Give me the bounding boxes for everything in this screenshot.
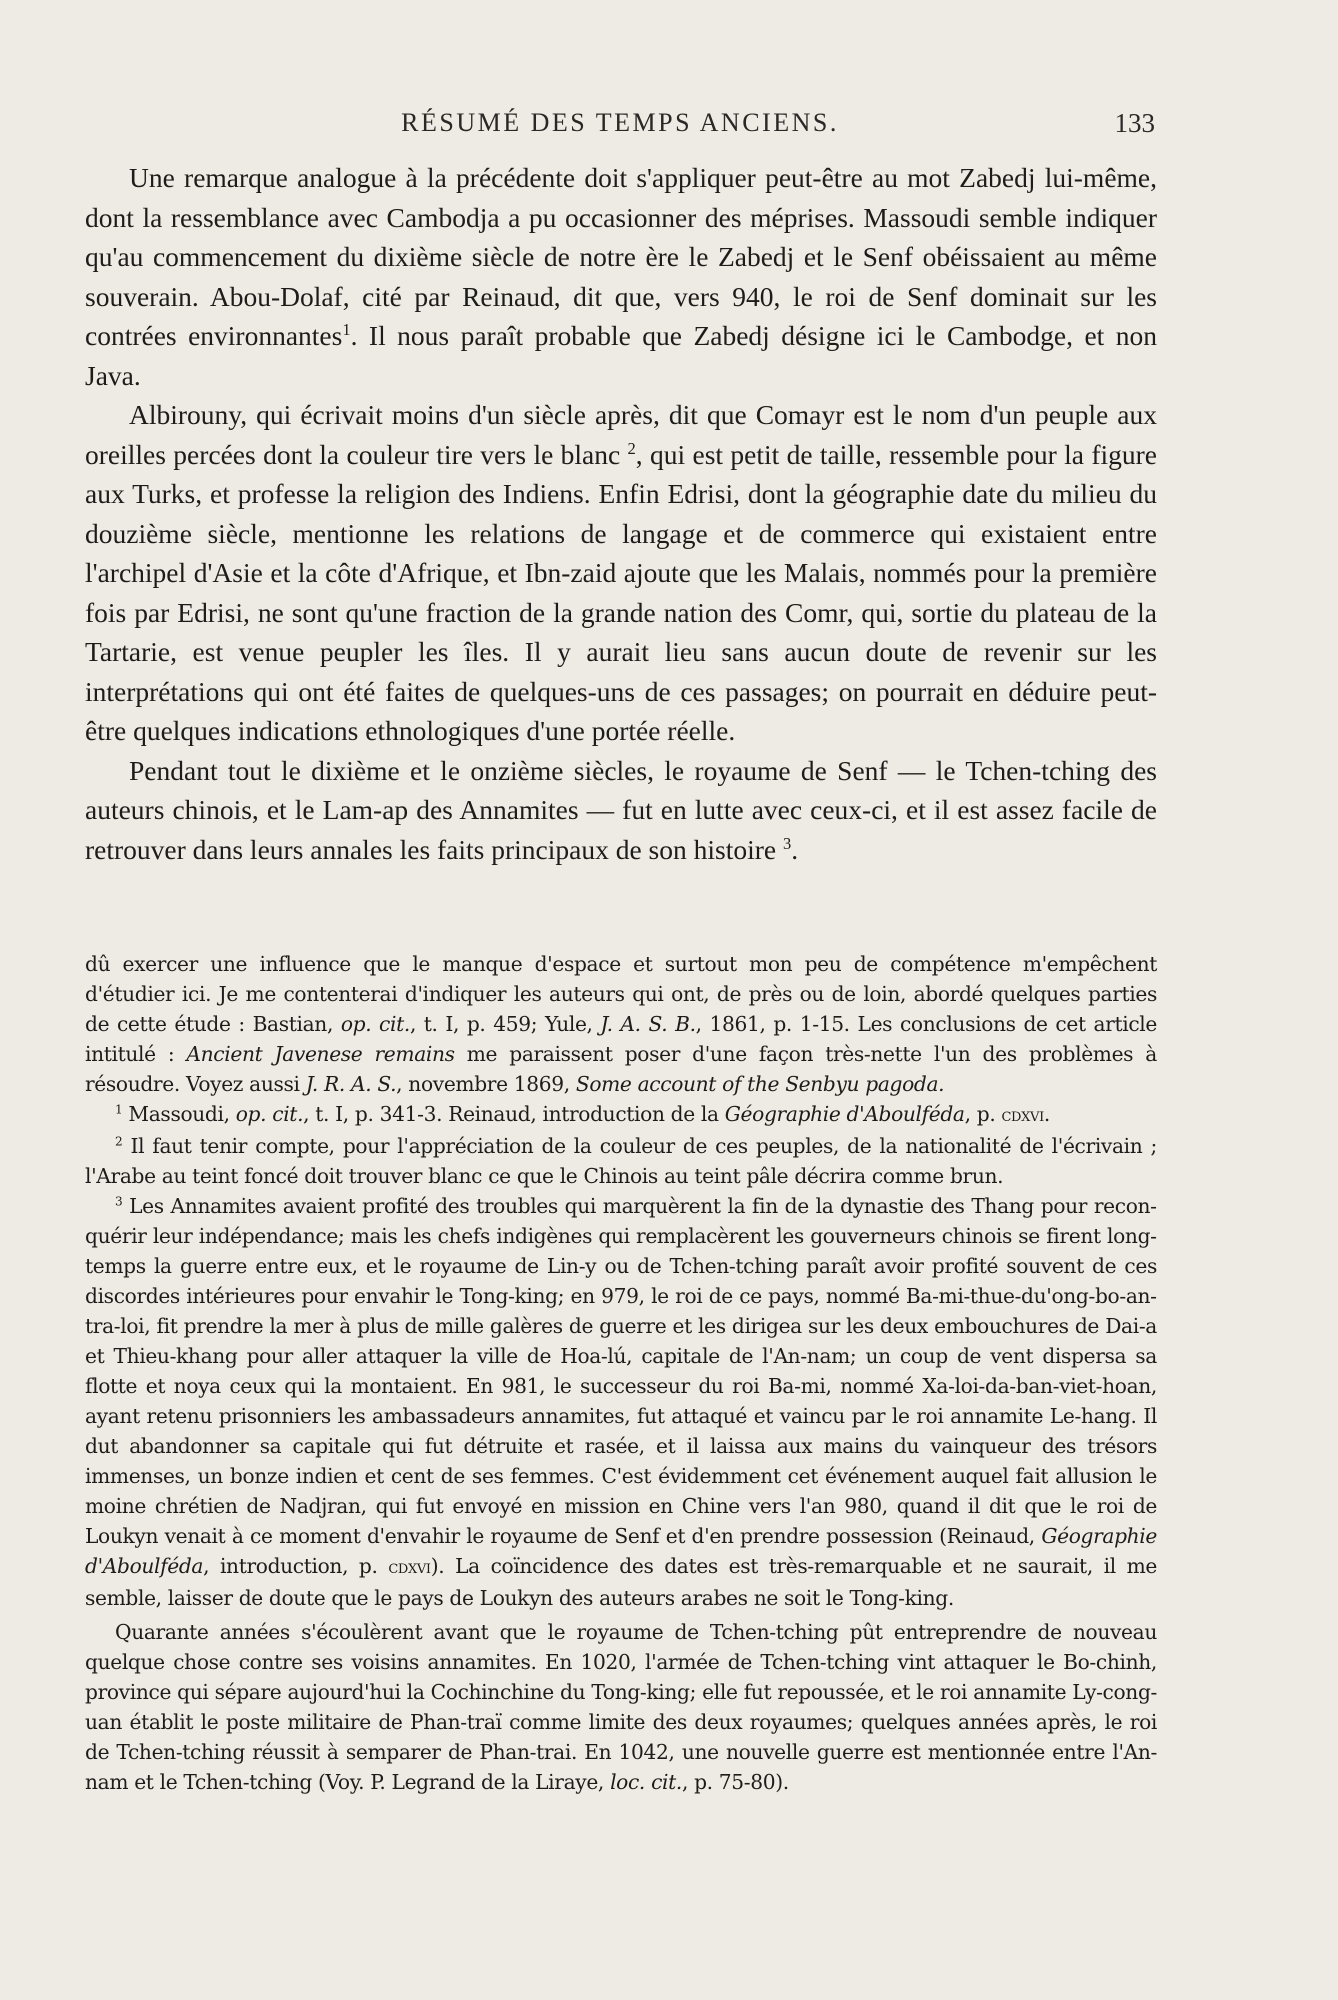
footnote-ref-1: 1 <box>342 320 351 340</box>
footnote-2: $^2$ Il faut tenir compte, pour l'appréciation de la couleur de ces peuples, de la nationalité de l'écrivain ; l'Arabe au teint foncé doit trouver blanc ce que le Chinois au teint pâle décrira comme brun. <box>85 1134 1157 1188</box>
paragraph-1: Une remarque analogue à la précédente doit s'appliquer peut-être au mot Zabedj lui-même, dont la ressemblance avec Cambodja a pu occasionner des méprises. Massoudi semble indiquer qu'au commencement du dixième siècle de notre ère le Zabedj et le Senf obéissaient au même souverain. Abou-Dolaf, cité par Reinaud, dit que, vers 940, le roi de Senf dominait sur les contrées environnantes$^1$. Il nous paraît probable que Zabedj désigne ici le Cambodge, et non Java. <box>85 162 1157 391</box>
paragraph-2: Albirouny, qui écrivait moins d'un siècle après, dit que Comayr est le nom d'un peuple aux oreilles percées dont la couleur tire vers le blanc $^2$, qui est petit de taille, ressemble pour la figure aux Turks, et professe la religion des Indiens. Enfin Edrisi, dont la géographie date du milieu du douzième siècle, mentionne les relations de langage et de commerce qui existaient entre l'archipel d'Asie et la côte d'Afrique, et Ibn-zaid ajoute que les Malais, nommés pour la première fois par Edrisi, ne sont qu'une fraction de la grande nation des Comr, qui, sortie du plateau de la Tartarie, est venue peupler les îles. Il y aurait lieu sans aucun doute de revenir sur les interprétations qui ont été faites de quelques-uns de ces passages; on pourrait en déduire peut-être quelques indications ethnologiques d'une portée réelle. <box>85 399 1157 746</box>
footnote-3: $^3$ Les Annamites avaient profité des troubles qui marquèrent la fin de la dynastie des Thang pour reconquérir leur indépendance; mais les chefs indigènes qui remplacèrent les gouverneurs chinois se firent longtemps la guerre entre eux, et le royaume de Lin-y ou de Tchen-tching paraît avoir profité souvent de ces discordes intérieures pour envahir le Tong-king; en 979, le roi de ce pays, nommé Ba-mi-thue-du'ong-bo-antra-loi, fit prendre la mer à plus de mille galères de guerre et les dirigea sur les deux embouchures de Dai-a et Thieu-khang pour aller attaquer la ville de Hoa-lú, capitale de l'An-nam; un coup de vent dispersa sa flotte et noya ceux qui la montaient. En 981, le successeur du roi Ba-mi, nommé Xa-loi-da-ban-viet-hoan, ayant retenu prisonniers les ambassadeurs annamites, fut attaqué et vaincu par le roi annamite Le-hang. Il dut abandonner sa capitale qui fut détruite et rasée, et il laissa aux mains du vainqueur des trésors immenses, un bonze indien et cent de ses femmes. C'est évidemment cet événement auquel fait allusion le moine chrétien de Nadjran, qui fut envoyé en mission en Chine vers l'an 980, quand il dit que le roi de Loukyn venait à ce moment d'envahir le royaume de Senf et d'en prendre possession (Reinaud, Géographie d'Aboulféda, introduction, p. cdxvi). La coïncidence des dates est très-remarquable et ne saurait, il me semble, laisser de doute que le pays de Loukyn des auteurs arabes ne soit le Tong-king. <box>85 1194 1158 1610</box>
running-title: RÉSUMÉ DES TEMPS ANCIENS. <box>401 108 839 137</box>
footnote-3-continued: Quarante années s'écoulèrent avant que le royaume de Tchen-tching pût entreprendre de nouveau quelque chose contre ses voisins annamites. En 1020, l'armée de Tchen-tching vint attaquer le Bo-chinh, province qui sépare aujourd'hui la Cochinchine du Tong-king; elle fut repoussée, et le roi annamite Ly-cong-uan établit le poste militaire de Phan-traï comme limite des deux royaumes; quelques années après, le roi de Tchen-tching réussit à semparer de Phan-trai. En 1042, une nouvelle guerre est mentionnée entre l'An-nam et le Tchen-tching (Voy. P. Legrand de la Liraye, loc. cit., p. 75-80). <box>85 1620 1157 1794</box>
footnote-ref-2: 2 <box>627 438 636 458</box>
page-header <box>85 108 1155 148</box>
paragraph-3: Pendant tout le dixième et le onzième siècles, le royaume de Senf — le Tchen-tching des auteurs chinois, et le Lam-ap des Annamites — fut en lutte avec ceux-ci, et il est assez facile de retrouver dans leurs annales les faits principaux de son histoire $^3$. <box>85 754 1157 865</box>
footnote-1: $^1$ Massoudi, op. cit., t. I, p. 341-3. Reinaud, introduction de la Géographie d'Aboulféda, p. cdxvi. <box>115 1102 1050 1126</box>
main-text <box>85 158 1157 869</box>
footnote-continued: dû exercer une influence que le manque d'espace et surtout mon peu de compétence m'empêchent d'étudier ici. Je me contenterai d'indiquer les auteurs qui ont, de près ou de loin, abordé quelques parties de cette étude : Bastian, op. cit., t. I, p. 459; Yule, J. A. S. B., 1861, p. 1-15. Les conclusions de cet article intitulé : Ancient Javenese remains me paraissent poser d'une façon très-nette l'un des problèmes à résoudre. Voyez aussi J. R. A. S., novembre 1869, Some account of the Senbyu pagoda. <box>85 952 1157 1096</box>
footnote-ref-3: 3 <box>783 833 792 853</box>
footnotes <box>85 949 1157 1797</box>
page-number: 133 <box>1114 108 1155 138</box>
